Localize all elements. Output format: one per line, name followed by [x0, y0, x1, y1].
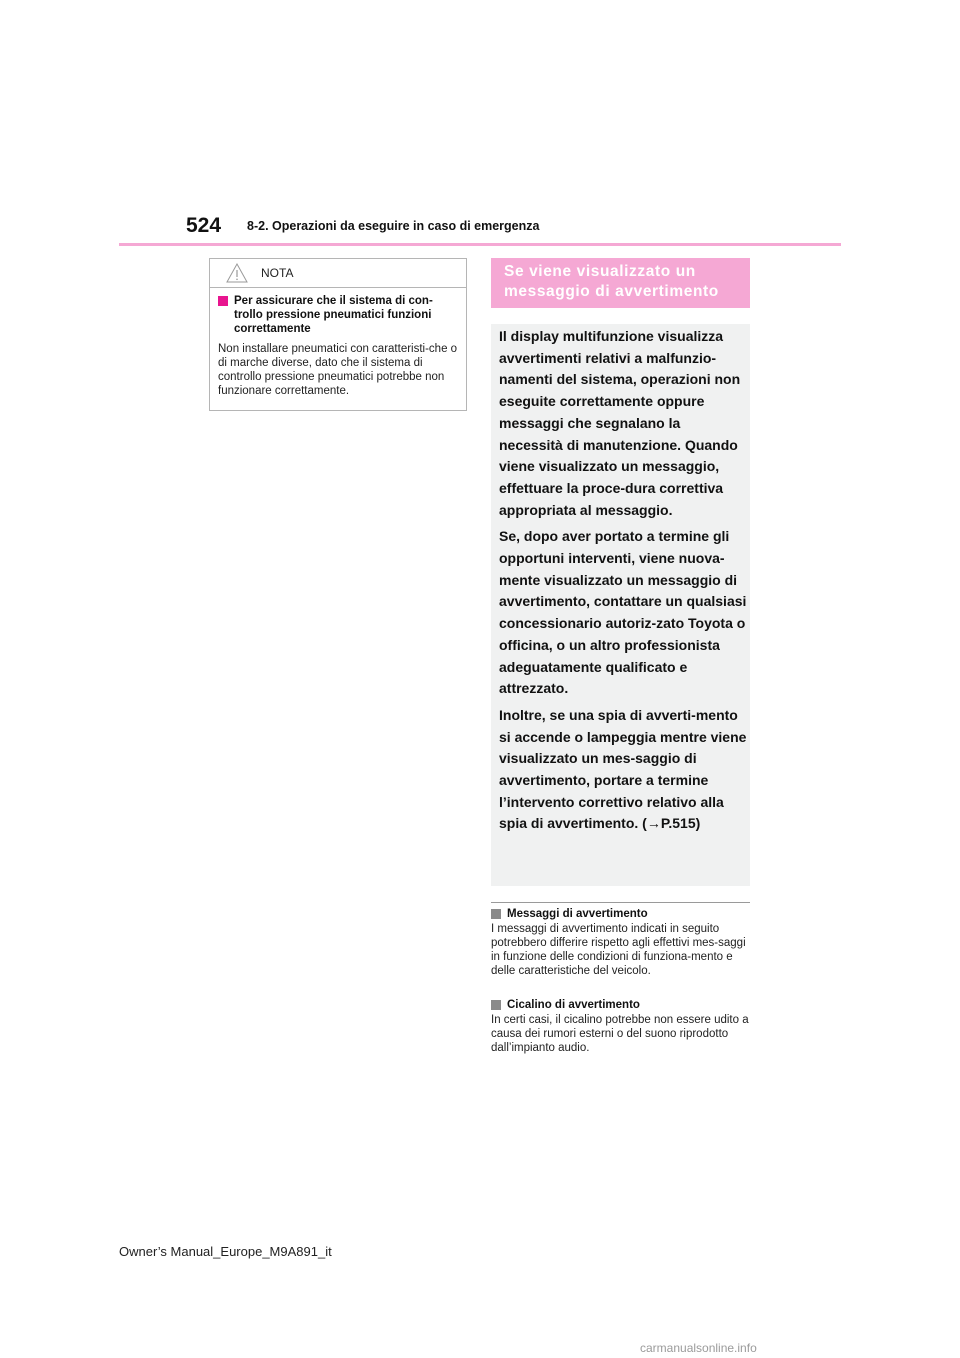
banner-title: Se viene visualizzato un messaggio di avvertimento	[504, 263, 719, 300]
nota-header	[210, 259, 466, 288]
section-text: I messaggi di avvertimento indicati in seguito potrebbero differire rispetto agli effettivi mes-saggi in funzione delle condizioni di funziona-mento e delle caratteristiche del veicolo.	[491, 923, 746, 977]
nota-label: NOTA	[261, 266, 294, 280]
footer-text: Owner’s Manual_Europe_M9A891_it	[119, 1244, 332, 1259]
watermark: carmanualsonline.info	[640, 1341, 757, 1355]
section-banner	[491, 258, 750, 308]
panel-text	[499, 326, 747, 840]
section-divider	[491, 902, 750, 903]
nota-heading-text: Per assicurare che il sistema di con-trollo pressione pneumatici funzioni correttamente	[234, 295, 433, 335]
panel-paragraph-3: Inoltre, se una spia di avverti-mento si accende o lampeggia mentre viene visualizzato un mes-saggio di avvertimento, portare a termine l’intervento correttivo relativo alla spia di avvertimento. (→P.515)	[499, 706, 747, 832]
info-panel	[491, 324, 750, 886]
pink-square-bullet-icon	[218, 296, 228, 306]
section-heading-text: Cicalino di avvertimento	[507, 999, 640, 1011]
section-buzzer	[491, 998, 750, 1055]
section-heading-text: Messaggi di avvertimento	[507, 908, 648, 920]
nota-box	[209, 258, 467, 411]
chapter-title: 8-2. Operazioni da eseguire in caso di emergenza	[247, 219, 540, 233]
panel-paragraph-2: Se, dopo aver portato a termine gli opportuni interventi, viene nuova-mente visualizzato un messaggio di avvertimento, contattare un qualsiasi concessionario autoriz-zato Toyota o officina, o un altro professionista adeguatamente qualificato e attrezzato.	[499, 528, 747, 697]
panel-paragraph-1: Il display multifunzione visualizza avvertimenti relativi a malfunzio-namenti del sistema, operazioni non eseguite correttamente oppure messaggi che segnalano la necessità di manutenzione. Quando viene visualizzato un messaggio, effettuare la proce-dura correttiva appropriata al messaggio.	[499, 328, 741, 518]
nota-heading	[218, 294, 458, 336]
nota-text: Non installare pneumatici con caratteristi-che o di marche diverse, dato che il sistema di controllo pressione pneumatici potrebbe non funzionare correttamente.	[218, 343, 458, 397]
section-heading	[491, 907, 750, 921]
section-heading	[491, 998, 750, 1012]
gray-square-bullet-icon	[491, 1000, 501, 1010]
nota-body	[210, 288, 466, 398]
page-number: 524	[186, 214, 222, 237]
section-text: In certi casi, il cicalino potrebbe non essere udito a causa dei rumori esterni o del suono riprodotto dall’impianto audio.	[491, 1014, 749, 1054]
gray-square-bullet-icon	[491, 909, 501, 919]
section-messages	[491, 907, 750, 978]
header-rule	[119, 243, 841, 246]
warning-triangle-icon	[226, 263, 248, 283]
